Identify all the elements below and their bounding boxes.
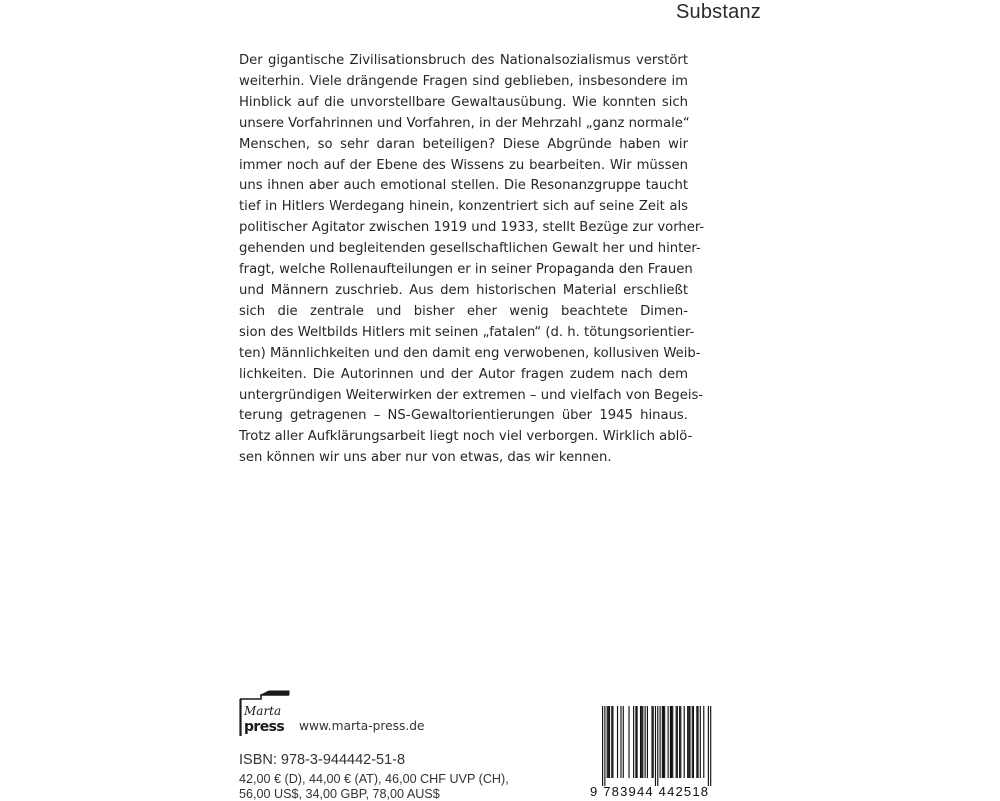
barcode-bar: [640, 706, 641, 778]
barcode-bar: [662, 706, 663, 778]
isbn-number: ISBN: 978-3-944442-51-8: [239, 752, 406, 768]
barcode-bar: [633, 706, 634, 778]
barcode-bar: [611, 706, 612, 778]
blurb-line: sion des Weltbilds Hitlers mit seinen „fatalen“ (d. h. tötungsorientier-: [239, 324, 695, 340]
barcode-bar: [696, 706, 697, 778]
barcode-bar: [635, 706, 636, 778]
blurb-line: immer noch auf der Ebene des Wissens zu bearbeiten. Wir müssen: [239, 157, 688, 173]
barcode-bar: [676, 706, 677, 778]
barcode-bar: [668, 706, 669, 778]
blurb-line: Der gigantische Zivilisationsbruch des Nationalsozialismus verstört: [239, 53, 688, 68]
blurb-line: sen können wir uns aber nur von etwas, das wir kennen.: [239, 450, 612, 466]
barcode-bar: [602, 706, 603, 786]
blurb-line: Trotz aller Aufklärungsarbeit liegt noch viel verborgen. Wirklich ablö-: [239, 429, 693, 445]
blurb-line: terung getragenen – NS-Gewaltorientierungen über 1945 hinaus.: [239, 408, 688, 424]
barcode-bar: [671, 706, 672, 778]
publisher-logo: [239, 690, 299, 738]
barcode-bar: [677, 706, 678, 778]
barcode-bar: [637, 706, 638, 778]
barcode-bar: [692, 706, 693, 778]
blurb-line: ten) Männlichkeiten und den damit eng verwobenen, kollusiven Weib-: [239, 345, 701, 361]
blurb-line: unsere Vorfahrinnen und Vorfahren, in der Mehrzahl „ganz normale“: [239, 115, 690, 131]
publisher-website: www.marta-press.de: [299, 719, 425, 733]
barcode-bar: [607, 706, 608, 778]
barcode-bar: [623, 706, 624, 778]
barcode-bar: [641, 706, 642, 778]
blurb-text: [239, 51, 705, 469]
barcode-bar: [604, 706, 605, 786]
barcode-bar: [697, 706, 698, 778]
blurb-line: gehenden und begleitenden gesellschaftlichen Gewalt her und hinter-: [239, 241, 701, 257]
barcode-bar: [628, 706, 629, 778]
blurb-line: lichkeiten. Die Autorinnen und der Autor fragen zudem nach dem: [239, 366, 688, 382]
barcode-bar: [710, 706, 711, 786]
blurb-line: und Männern zuschrieb. Aus dem historischen Material erschließt: [239, 282, 688, 298]
barcode-bar: [612, 706, 613, 778]
barcode-bar: [647, 706, 648, 778]
logo-word-press: press: [244, 719, 285, 735]
barcode: [590, 706, 720, 800]
blurb-line: sich die zentrale und bisher eher wenig beachtete Dimen-: [239, 303, 688, 319]
barcode-bar: [660, 706, 661, 778]
blurb-line: Hinblick auf die unvorstellbare Gewaltausübung. Wie konnten sich: [239, 94, 688, 110]
barcode-bar: [687, 706, 688, 778]
blurb-line: tief in Hitlers Werdegang hinein, konzentriert sich auf seine Zeit als: [239, 199, 688, 215]
barcode-bar: [617, 706, 618, 778]
logo-word-marta: Marta: [244, 704, 282, 718]
blurb-line: politischer Agitator zwischen 1919 und 1933, stellt Bezüge zur vorher-: [239, 220, 705, 236]
barcode-bar: [689, 706, 690, 778]
blurb-line: weiterhin. Viele drängende Fragen sind geblieben, insbesondere im: [239, 73, 688, 89]
barcode-bar: [670, 706, 671, 778]
barcode-bar: [672, 706, 673, 778]
barcode-bar: [679, 706, 680, 778]
blurb-line: fragt, welche Rollenaufteilungen er in seiner Propaganda den Frauen: [239, 262, 693, 278]
blurb-line: uns ihnen aber auch emotional stellen. Die Resonanzgruppe taucht: [239, 178, 688, 194]
barcode-icon: [590, 706, 720, 786]
barcode-bar: [609, 706, 610, 778]
blurb-line: untergründigen Weiterwirken der extremen – und vielfach von Begeis-: [239, 387, 704, 403]
barcode-bar: [620, 706, 621, 778]
blurb-line: Menschen, so sehr daran beteiligen? Diese Abgründe haben wir: [239, 136, 688, 152]
barcode-bar: [651, 706, 652, 778]
barcode-bar: [608, 706, 609, 778]
barcode-bar: [708, 706, 709, 786]
barcode-bar: [663, 706, 664, 778]
price-line: 56,00 US$, 34,00 GBP, 78,00 AUS$: [239, 787, 440, 801]
barcode-bar: [693, 706, 694, 778]
barcode-digits: 9 783944 442518: [590, 784, 710, 799]
barcode-bar: [664, 706, 665, 778]
barcode-bar: [684, 706, 685, 778]
barcode-bar: [657, 706, 658, 786]
marta-press-logo-icon: [239, 690, 299, 738]
barcode-bar: [680, 706, 681, 778]
barcode-bar: [642, 706, 643, 778]
price-line: 42,00 € (D), 44,00 € (AT), 46,00 CHF UVP (CH),: [239, 772, 509, 786]
barcode-bar: [653, 706, 654, 778]
book-series-title: Substanz: [676, 1, 761, 23]
barcode-bar: [645, 706, 646, 778]
barcode-bar: [655, 706, 656, 786]
barcode-bar: [703, 706, 704, 778]
barcode-bar: [700, 706, 701, 778]
barcode-bar: [688, 706, 689, 778]
